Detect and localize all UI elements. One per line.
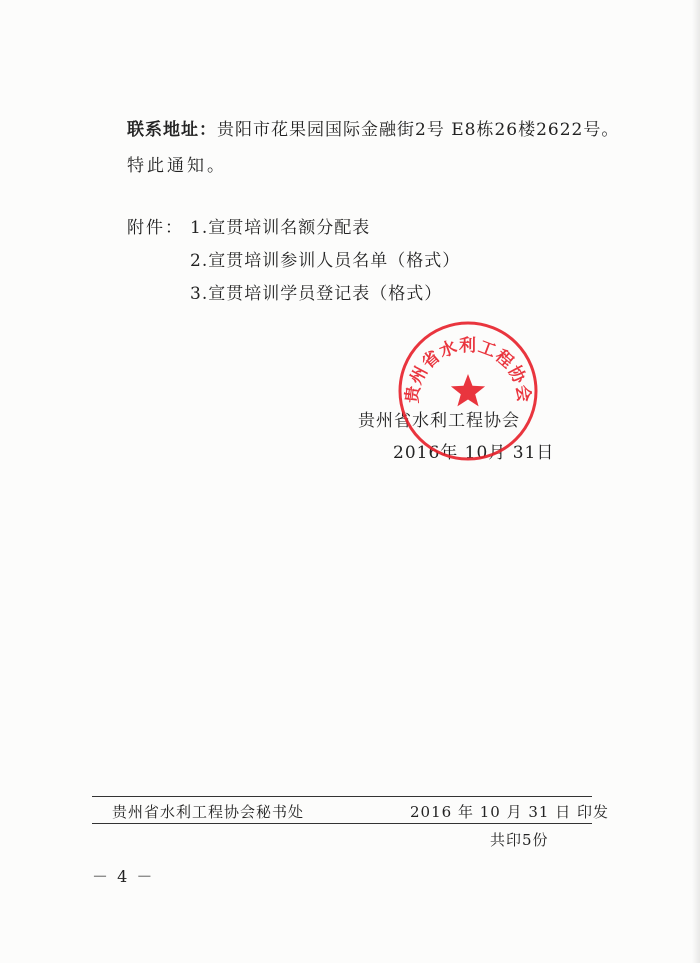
contact-address-line: [127, 119, 619, 141]
attachments-label: 附件：: [127, 218, 184, 238]
footer-divider-top: [92, 796, 592, 797]
attachment-item: 1.宣贯培训名额分配表: [190, 218, 371, 238]
footer-copies: 共印5份: [490, 831, 549, 849]
scan-edge-shadow: [692, 0, 700, 963]
footer-issuer: 贵州省水利工程协会秘书处: [112, 803, 305, 821]
contact-address: 贵阳市花果园国际金融街2号 E8栋26楼2622号。: [217, 120, 620, 140]
signature-date: 2016年 10月 31日: [393, 443, 555, 463]
page-number: － 4 －: [92, 867, 155, 886]
seal-star-icon: [451, 374, 485, 406]
signature-organization: 贵州省水利工程协会: [358, 411, 520, 431]
seal-text: 贵州省水利工程协会: [402, 335, 534, 405]
attachment-item: 2.宣贯培训参训人员名单（格式）: [190, 251, 461, 271]
contact-label: 联系地址：: [127, 120, 217, 140]
footer-issue-date: 2016 年 10 月 31 日 印发: [410, 803, 609, 821]
footer-divider-bottom: [92, 823, 592, 824]
attachment-item: 3.宣贯培训学员登记表（格式）: [190, 284, 443, 304]
notice-text: 特此通知。: [127, 156, 227, 176]
official-seal: [397, 320, 539, 462]
